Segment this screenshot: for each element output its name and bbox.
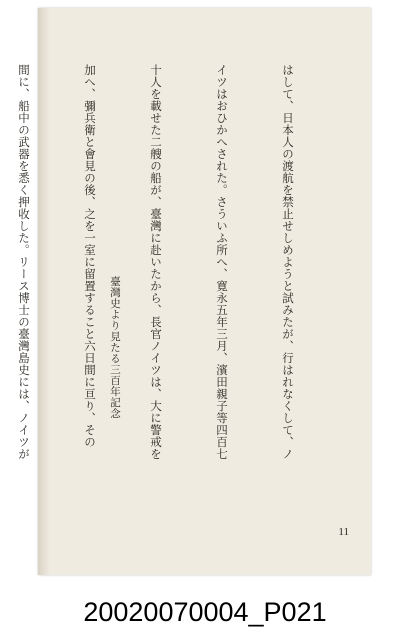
text-column: 十人を載せた二艘の船が、臺灣に赴いたから、長官ノイツは、大に警戒を: [149, 64, 163, 460]
image-id-caption: 20020070004_P021: [83, 597, 327, 627]
text-column: イツはおひかへされた。さういふ所へ、寛永五年三月、濱田親子等四百七: [215, 64, 229, 460]
text-column: 間に、船中の武器を悉く押收した。リース博士の臺灣島史には、ノイツが: [17, 64, 31, 460]
book-page: [17, 8, 371, 575]
page-number: 11: [338, 526, 349, 538]
text-column: はして、日本人の渡航を禁止せしめようと試みたが、行はれなくして、ノ: [281, 64, 295, 460]
body-text: [0, 64, 343, 504]
colophon-text: 臺灣史より見たる三百年記念: [109, 276, 121, 419]
text-column: 加へ、彌兵衛と會見の後、之を一室に留置すること六日間に亘り、その: [83, 64, 97, 448]
